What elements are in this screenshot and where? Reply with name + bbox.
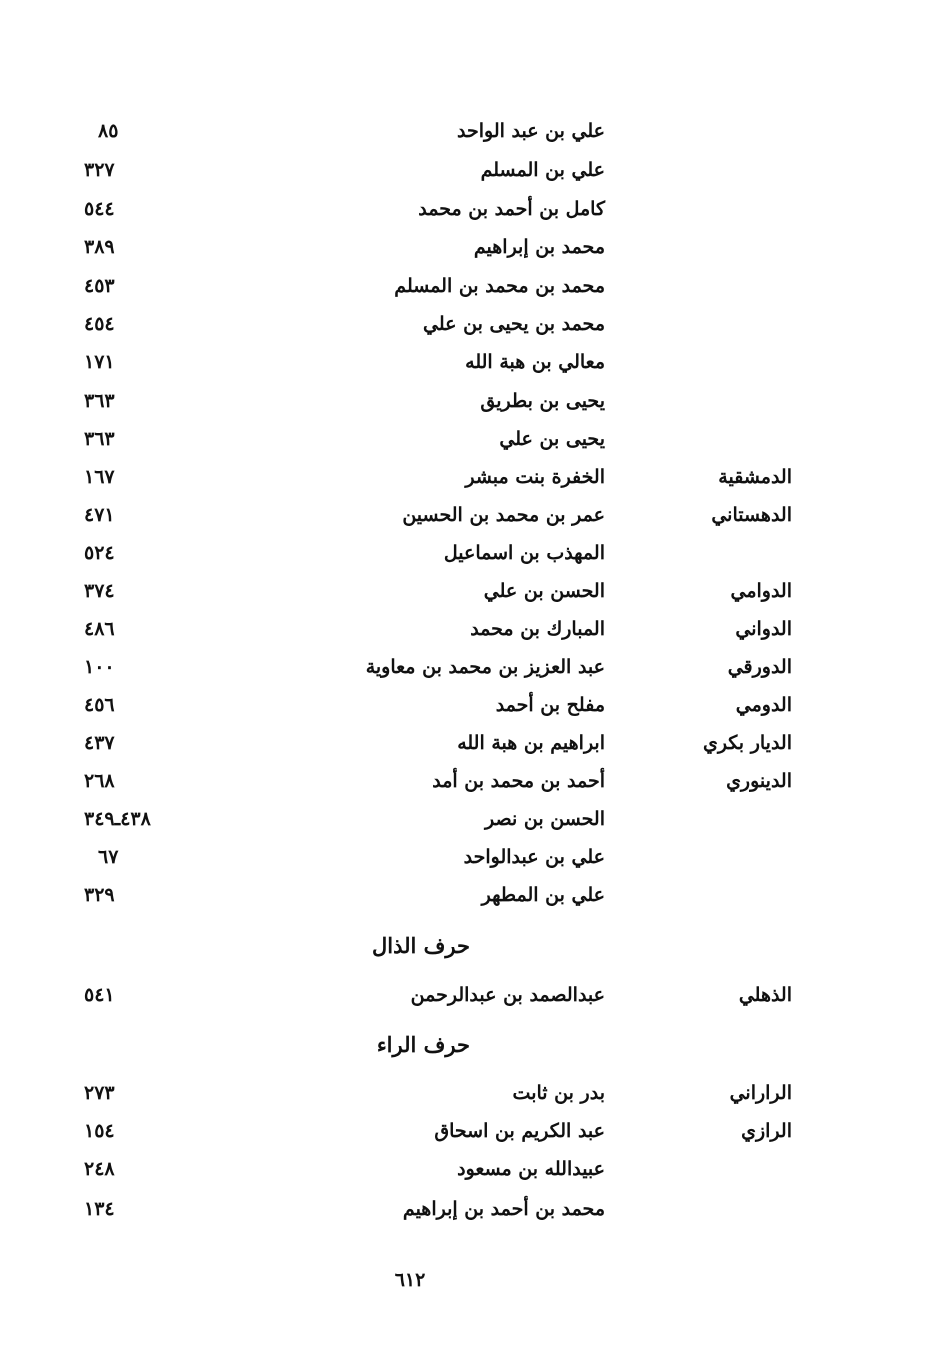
page-reference: ٢٤٨ (84, 1158, 115, 1180)
page-reference: ١٣٤ (84, 1198, 115, 1220)
page-reference: ٤٨٦ (84, 618, 115, 640)
person-name: ابراهيم بن هبة الله (457, 732, 605, 754)
index-entry (0, 382, 940, 420)
index-entry (0, 876, 940, 914)
nisba-label: الديار بكري (702, 732, 792, 754)
page-reference: ١٧١ (84, 351, 115, 373)
section-heading (0, 926, 940, 966)
page-reference: ٤٥٣ (84, 275, 115, 297)
page-reference: ٢٧٣ (84, 1082, 115, 1104)
person-name: عبد الكريم بن اسحاق (434, 1120, 605, 1142)
person-name: محمد بن يحيى بن علي (423, 313, 605, 335)
index-entry (0, 420, 940, 458)
index-entry (0, 458, 940, 496)
nisba-label: الدومي (735, 694, 792, 716)
index-entry (0, 343, 940, 381)
index-entry (0, 496, 940, 534)
person-name: علي بن المطهر (481, 884, 605, 906)
person-name: عبيدالله بن مسعود (457, 1158, 605, 1180)
nisba-label: الرازي (741, 1120, 792, 1142)
index-entry (0, 976, 940, 1014)
person-name: يحيى بن بطريق (480, 390, 605, 412)
index-entry (0, 190, 940, 228)
page-reference: ٤٥٦ (84, 694, 115, 716)
page-reference: ١٠٠ (84, 656, 115, 678)
index-entry (0, 151, 940, 189)
index-entry (0, 838, 940, 876)
person-name: الحسن بن نصر (485, 808, 605, 830)
page-reference: ٢٦٨ (84, 770, 115, 792)
nisba-label: الدهستاني (711, 504, 792, 526)
index-entry (0, 572, 940, 610)
page-reference: ٥٤٤ (84, 198, 115, 220)
page-reference: ٣٨٩ (84, 236, 115, 258)
page-reference: ١٦٧ (84, 466, 115, 488)
person-name: كامل بن أحمد بن محمد (418, 198, 605, 220)
nisba-label: الدورقي (727, 656, 792, 678)
person-name: المبارك بن محمد (470, 618, 605, 640)
index-entry (0, 267, 940, 305)
index-entry (0, 724, 940, 762)
person-name: عبدالصمد بن عبدالرحمن (410, 984, 605, 1006)
nisba-label: الذهلي (738, 984, 792, 1006)
person-name: بدر بن ثابت (512, 1082, 605, 1104)
page-reference: ٣٦٣ (84, 428, 115, 450)
page-reference: ٤٥٤ (84, 313, 115, 335)
index-entry (0, 1190, 940, 1228)
index-entry (0, 228, 940, 266)
person-name: محمد بن أحمد بن إبراهيم (402, 1198, 605, 1220)
index-entry (0, 610, 940, 648)
nisba-label: الدمشقية (718, 466, 792, 488)
person-name: علي بن عبد الواحد (457, 120, 605, 142)
page-reference: ٥٤١ (84, 984, 115, 1006)
person-name: الخفرة بنت مبشر (465, 466, 605, 488)
person-name: عمر بن محمد بن الحسين (402, 504, 605, 526)
person-name: مفلح بن أحمد (495, 694, 605, 716)
index-entry (0, 1112, 940, 1150)
page-reference: ٨٥ (98, 120, 119, 142)
page-reference: ٣٢٩ (84, 884, 115, 906)
person-name: يحيى بن علي (499, 428, 605, 450)
person-name: معالي بن هبة الله (465, 351, 605, 373)
section-heading-text: حرف الراء (376, 1032, 470, 1057)
index-entry (0, 648, 940, 686)
index-entry (0, 112, 940, 150)
page-number: ٦١٢ (394, 1269, 426, 1291)
person-name: محمد بن محمد بن المسلم (394, 275, 605, 297)
page-reference: ٣٢٧ (84, 159, 115, 181)
index-entry (0, 1074, 940, 1112)
index-entry (0, 762, 940, 800)
person-name: الحسن بن علي (483, 580, 605, 602)
index-entry (0, 534, 940, 572)
person-name: علي بن عبدالواحد (463, 846, 605, 868)
nisba-label: الدوامي (730, 580, 792, 602)
person-name: محمد بن إبراهيم (473, 236, 605, 258)
index-entry (0, 686, 940, 724)
person-name: أحمد بن محمد بن أمد (432, 770, 605, 792)
page-reference: ٣٦٣ (84, 390, 115, 412)
section-heading (0, 1025, 940, 1065)
nisba-label: الراراني (729, 1082, 792, 1104)
page-reference: ٦٧ (98, 846, 119, 868)
page-reference: ٤٣٧ (84, 732, 115, 754)
person-name: عبد العزيز بن محمد بن معاوية (365, 656, 605, 678)
page-reference: ٣٧٤ (84, 580, 115, 602)
index-entry (0, 800, 940, 838)
section-heading-text: حرف الذال (372, 933, 470, 958)
nisba-label: الدينوري (726, 770, 792, 792)
person-name: المهذب بن اسماعيل (443, 542, 605, 564)
index-entry (0, 305, 940, 343)
page-reference: ٤٣٨ـ٣٤٩ (84, 808, 151, 830)
person-name: علي بن المسلم (480, 159, 605, 181)
page-reference: ٥٢٤ (84, 542, 115, 564)
nisba-label: الدواني (735, 618, 792, 640)
index-entry (0, 1150, 940, 1188)
page-reference: ٤٧١ (84, 504, 115, 526)
page-reference: ١٥٤ (84, 1120, 115, 1142)
